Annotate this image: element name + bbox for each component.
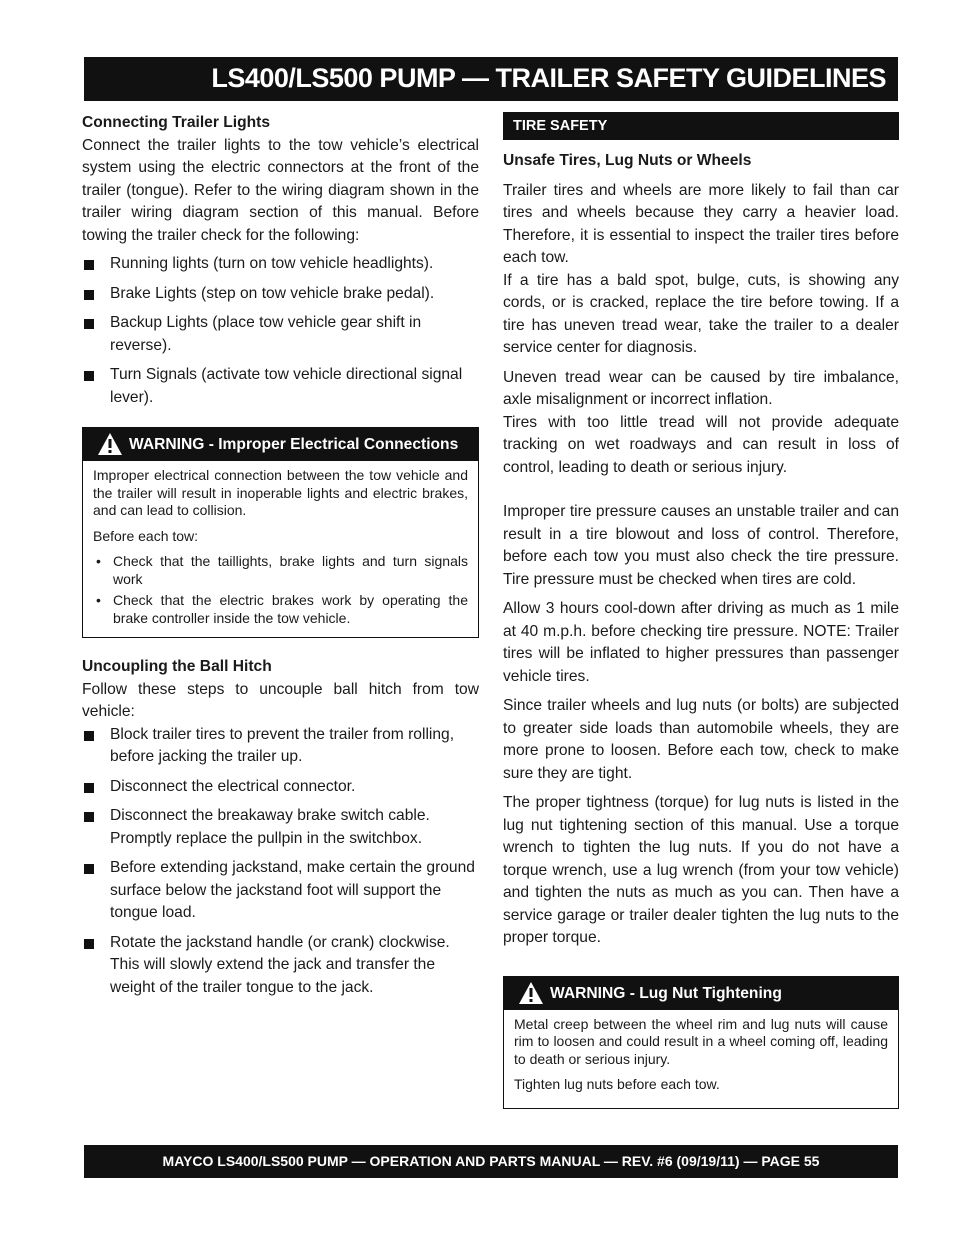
- uncoupling-steps: [82, 724, 479, 1000]
- list-item: Block trailer tires to prevent the trailer from rolling, before jacking the trailer up.: [82, 724, 479, 769]
- warning-lug-title: WARNING - Lug Nut Tightening: [550, 984, 782, 1002]
- tire-paragraph-4: Tires with too little tread will not provide adequate tracking on wet roadways and can result in loss of control, leading to death or serious injury.: [503, 413, 899, 476]
- square-bullet-icon: [84, 319, 94, 329]
- warning-triangle-icon: [97, 432, 123, 456]
- uncoupling-intro: Follow these steps to uncouple ball hitch from tow vehicle:: [82, 680, 479, 720]
- warning-electrical-box: [82, 427, 479, 638]
- page-title: LS400/LS500 PUMP — TRAILER SAFETY GUIDELINES: [211, 63, 886, 93]
- square-bullet-icon: [84, 939, 94, 949]
- uncoupling-heading: Uncoupling the Ball Hitch: [82, 658, 272, 675]
- list-item: Brake Lights (step on tow vehicle brake pedal).: [82, 283, 479, 306]
- warning-lug-body: [504, 1010, 898, 1108]
- warning-electrical-header: [83, 428, 478, 461]
- tire-paragraph-6: Allow 3 hours cool-down after driving as much as 1 mile at 40 m.p.h. before checking tire pressure. NOTE: Trailer tires will be inflated to higher pressures than passenger vehicle tires.: [503, 600, 899, 685]
- bullet-dot-icon: •: [96, 553, 101, 569]
- connecting-checklist: [82, 253, 479, 409]
- square-bullet-icon: [84, 783, 94, 793]
- list-item: Before extending jackstand, make certain the ground surface below the jackstand foot will support the tongue load.: [82, 857, 479, 925]
- square-bullet-icon: [84, 731, 94, 741]
- warning-lug-action: Tighten lug nuts before each tow.: [514, 1076, 720, 1092]
- list-item: Disconnect the electrical connector.: [82, 776, 479, 799]
- warning-lug-text: Metal creep between the wheel rim and lug nuts will cause rim to loosen and could result in a wheel coming off, leading to death or serious injury.: [514, 1015, 888, 1067]
- square-bullet-icon: [84, 864, 94, 874]
- right-column: [503, 112, 899, 1109]
- warning-electrical-before: Before each tow:: [93, 527, 199, 544]
- tire-paragraph-5: Improper tire pressure causes an unstable trailer and can result in a tire blowout and loss of control. Therefore, before each tow you must also check the tire pressure. Tire pressure must be checked when tires are cold.: [503, 503, 899, 588]
- list-item: Backup Lights (place tow vehicle gear shift in reverse).: [82, 312, 479, 357]
- square-bullet-icon: [84, 260, 94, 270]
- warning-electrical-body: [83, 461, 478, 637]
- tire-safety-section-bar: TIRE SAFETY: [503, 112, 899, 140]
- warning-lug-header: [504, 977, 898, 1010]
- square-bullet-icon: [84, 812, 94, 822]
- warning-triangle-icon: [518, 981, 544, 1005]
- list-item: • Check that the taillights, brake lights and turn signals work: [96, 553, 468, 587]
- warning-lug-box: [503, 976, 899, 1109]
- tire-paragraph-7: Since trailer wheels and lug nuts (or bolts) are subjected to greater side loads than automobile wheels, they are more prone to loosen. Before each tow, check to make sure they are tight.: [503, 697, 899, 782]
- tire-paragraph-3: Uneven tread wear can be caused by tire imbalance, axle misalignment or incorrect inflation.: [503, 368, 899, 408]
- page-footer: MAYCO LS400/LS500 PUMP — OPERATION AND PARTS MANUAL — REV. #6 (09/19/11) — PAGE 55: [84, 1145, 898, 1178]
- page-title-bar: [84, 57, 898, 101]
- list-item: Disconnect the breakaway brake switch cable. Promptly replace the pullpin in the switchbox.: [82, 805, 479, 850]
- warning-electrical-text: Improper electrical connection between the tow vehicle and the trailer will result in inoperable lights and electric brakes, and can lead to collision.: [93, 467, 468, 518]
- list-item: Running lights (turn on tow vehicle headlights).: [82, 253, 479, 276]
- tire-paragraph-2: If a tire has a bald spot, bulge, cuts, is showing any cords, or is cracked, replace the tire before towing. If a tire has uneven tread wear, take the trailer to a dealer service center for diagnosis.: [503, 271, 899, 356]
- tire-heading: Unsafe Tires, Lug Nuts or Wheels: [503, 152, 752, 169]
- square-bullet-icon: [84, 290, 94, 300]
- left-column: [82, 112, 479, 1006]
- list-item: • Check that the electric brakes work by operating the brake controller inside the tow vehicle.: [96, 592, 468, 626]
- tire-paragraph-8: The proper tightness (torque) for lug nuts is listed in the lug nut tightening section of this manual. Use a torque wrench to tighten the lug nuts. If you do not have a torque wrench, use a lug wrench (from your tow vehicle) and tighten the nuts as much as you can. Then have a service garage or trailer dealer tighten the lug nuts to the proper torque.: [503, 794, 899, 946]
- warning-electrical-title: WARNING - Improper Electrical Connections: [129, 436, 459, 453]
- connecting-lights-intro: Connect the trailer lights to the tow vehicle’s electrical system using the electric connectors at the front of the trailer (tongue). Refer to the wiring diagram shown in the trailer wiring diagram section of this manual. Before towing the trailer check for the following:: [82, 136, 479, 244]
- warning-electrical-bullets: [93, 553, 468, 627]
- list-item: Rotate the jackstand handle (or crank) clockwise. This will slowly extend the jack and transfer the weight of the trailer tongue to the jack.: [82, 932, 479, 1000]
- square-bullet-icon: [84, 371, 94, 381]
- connecting-lights-heading: Connecting Trailer Lights: [82, 114, 271, 131]
- bullet-dot-icon: •: [96, 592, 101, 608]
- list-item: Turn Signals (activate tow vehicle directional signal lever).: [82, 364, 479, 409]
- tire-paragraph-1: Trailer tires and wheels are more likely to fail than car tires and wheels because they carry a heavier load. Therefore, it is essential to inspect the trailer tires before each tow.: [503, 181, 899, 266]
